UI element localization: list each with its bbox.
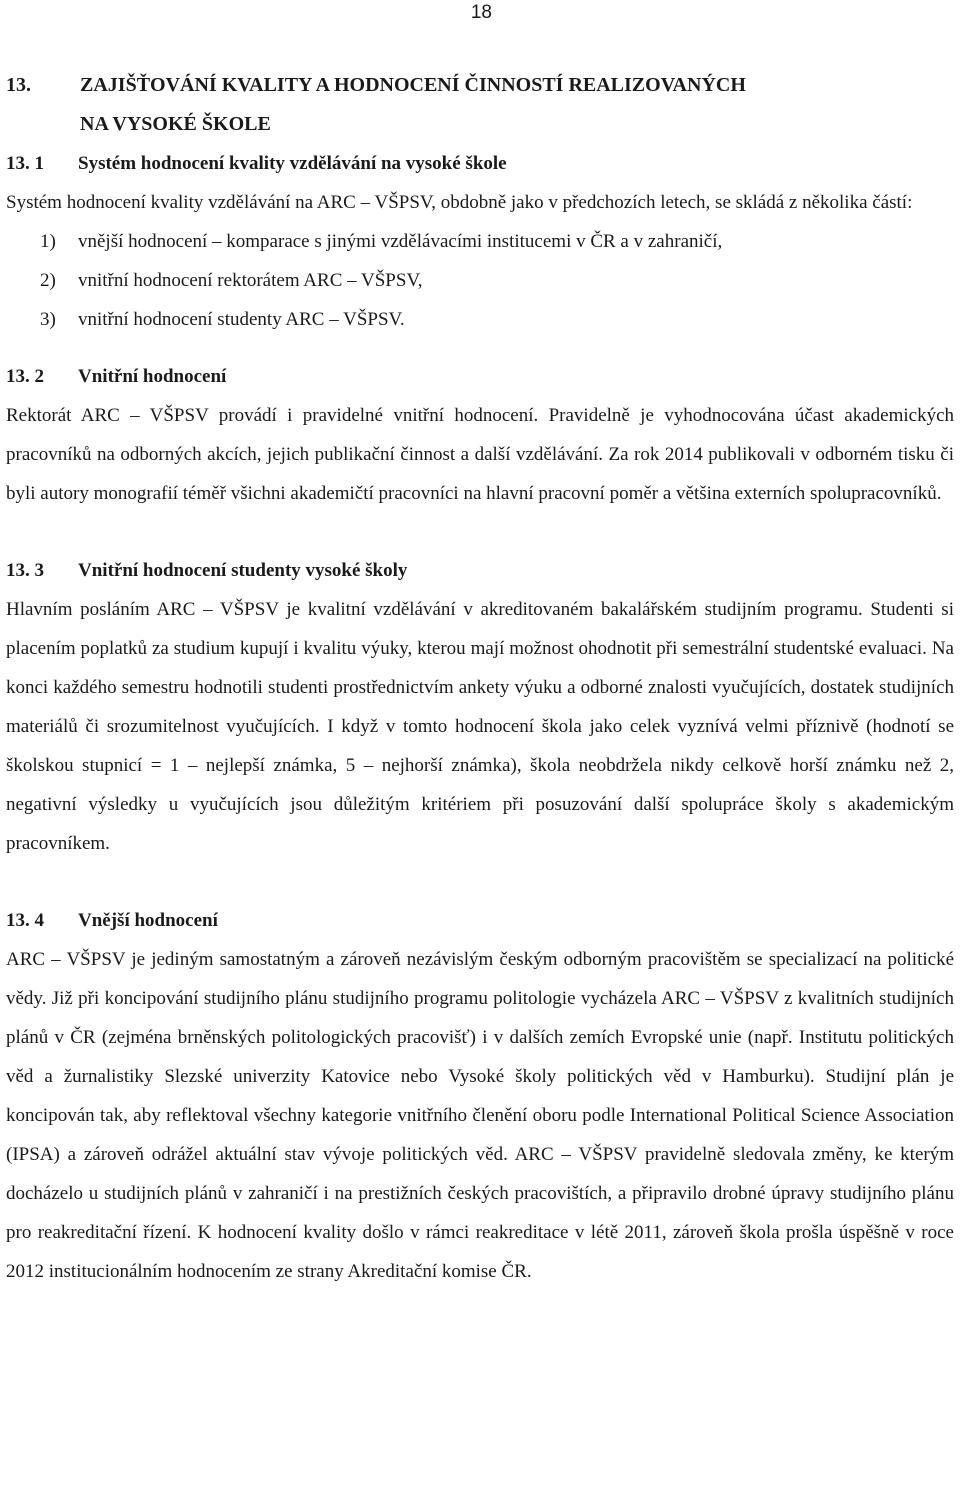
section-number: 13. 4 (6, 910, 44, 931)
section-heading-13-2 (6, 357, 954, 396)
list-item: 2) vnitřní hodnocení rektorátem ARC – VŠPSV, (40, 270, 423, 291)
chapter-number: 13. (6, 74, 31, 96)
section-number: 13. 2 (6, 366, 44, 387)
chapter-title-line2: NA VYSOKÉ ŠKOLE (80, 113, 271, 135)
section-body-13-2: Rektorát ARC – VŠPSV provádí i pravidelné vnitřní hodnocení. Pravidelně je vyhodnocována účast akademických pracovníků na odborných akcích, jejich publikační činnost a další vzdělávání. Za rok 2014 publikovali v odborném tisku či byli autory monografií téměř všichni akademičtí pracovníci na hlavní pracovní poměr a většina externích spolupracovníků. (6, 405, 954, 504)
section-title: Vnější hodnocení (78, 910, 218, 931)
section-number: 13. 1 (6, 153, 44, 174)
evaluation-parts-list (6, 222, 954, 339)
section-number: 13. 3 (6, 560, 44, 581)
section-intro-13-1: Systém hodnocení kvality vzdělávání na ARC – VŠPSV, obdobně jako v předchozích letech, se skládá z několika částí: (6, 192, 913, 213)
section-heading-13-4 (6, 901, 954, 940)
document-body (6, 66, 954, 1291)
section-title: Vnitřní hodnocení studenty vysoké školy (78, 560, 408, 581)
section-heading-13-1 (6, 144, 954, 183)
section-body-13-3: Hlavním posláním ARC – VŠPSV je kvalitní vzdělávání v akreditovaném bakalářském studijním programu. Studenti si placením poplatků za studium kupují i kvalitu výuky, kterou mají možnost ohodnotit při semestrální studentské evaluaci. Na konci každého semestru hodnotili studenti prostřednictvím ankety výuku a odborné znalosti vyučujících, dostatek studijních materiálů či srozumitelnost vyučujících. I když v tomto hodnocení škola jako celek vyznívá velmi příznivě (hodnotí se školskou stupnicí = 1 – nejlepší známka, 5 – nejhorší známka), škola neobdržela nikdy celkově horší známku než 2, negativní výsledky u vyučujících jsou důležitým kritériem při posuzování další spolupráce školy s akademickým pracovníkem. (6, 599, 954, 854)
section-title: Systém hodnocení kvality vzdělávání na vysoké škole (78, 153, 507, 174)
chapter-title-line1: ZAJIŠŤOVÁNÍ KVALITY A HODNOCENÍ ČINNOSTÍ REALIZOVANÝCH (80, 74, 746, 96)
list-item: 1) vnější hodnocení – komparace s jinými vzdělávacími institucemi v ČR a v zahraničí, (40, 231, 723, 252)
list-item: 3) vnitřní hodnocení studenty ARC – VŠPSV. (40, 309, 405, 330)
page-number: 18 (470, 2, 492, 23)
section-title: Vnitřní hodnocení (78, 366, 227, 387)
section-heading-13-3 (6, 551, 954, 590)
chapter-heading (6, 66, 954, 144)
section-body-13-4: ARC – VŠPSV je jediným samostatným a zároveň nezávislým českým odborným pracovištěm se specializací na politické vědy. Již při koncipování studijního plánu studijního programu politologie vycházela ARC – VŠPSV z kvalitních studijních plánů v ČR (zejména brněnských politologických pracovišť) i v dalších zemích Evropské unie (např. Institutu politických věd a žurnalistiky Slezské univerzity Katovice nebo Vysoké školy politických věd v Hamburku). Studijní plán je koncipován tak, aby reflektoval všechny kategorie vnitřního členění oboru podle International Political Science Association (IPSA) a zároveň odrážel aktuální stav vývoje politických věd. ARC – VŠPSV pravidelně sledovala změny, ke kterým docházelo u studijních plánů v zahraničí i na prestižních českých pracovištích, a připravilo drobné úpravy studijního plánu pro reakreditační řízení. K hodnocení kvality došlo v rámci reakreditace v létě 2011, zároveň škola prošla úspěšně v roce 2012 institucionálním hodnocením ze strany Akreditační komise ČR. (6, 949, 954, 1282)
